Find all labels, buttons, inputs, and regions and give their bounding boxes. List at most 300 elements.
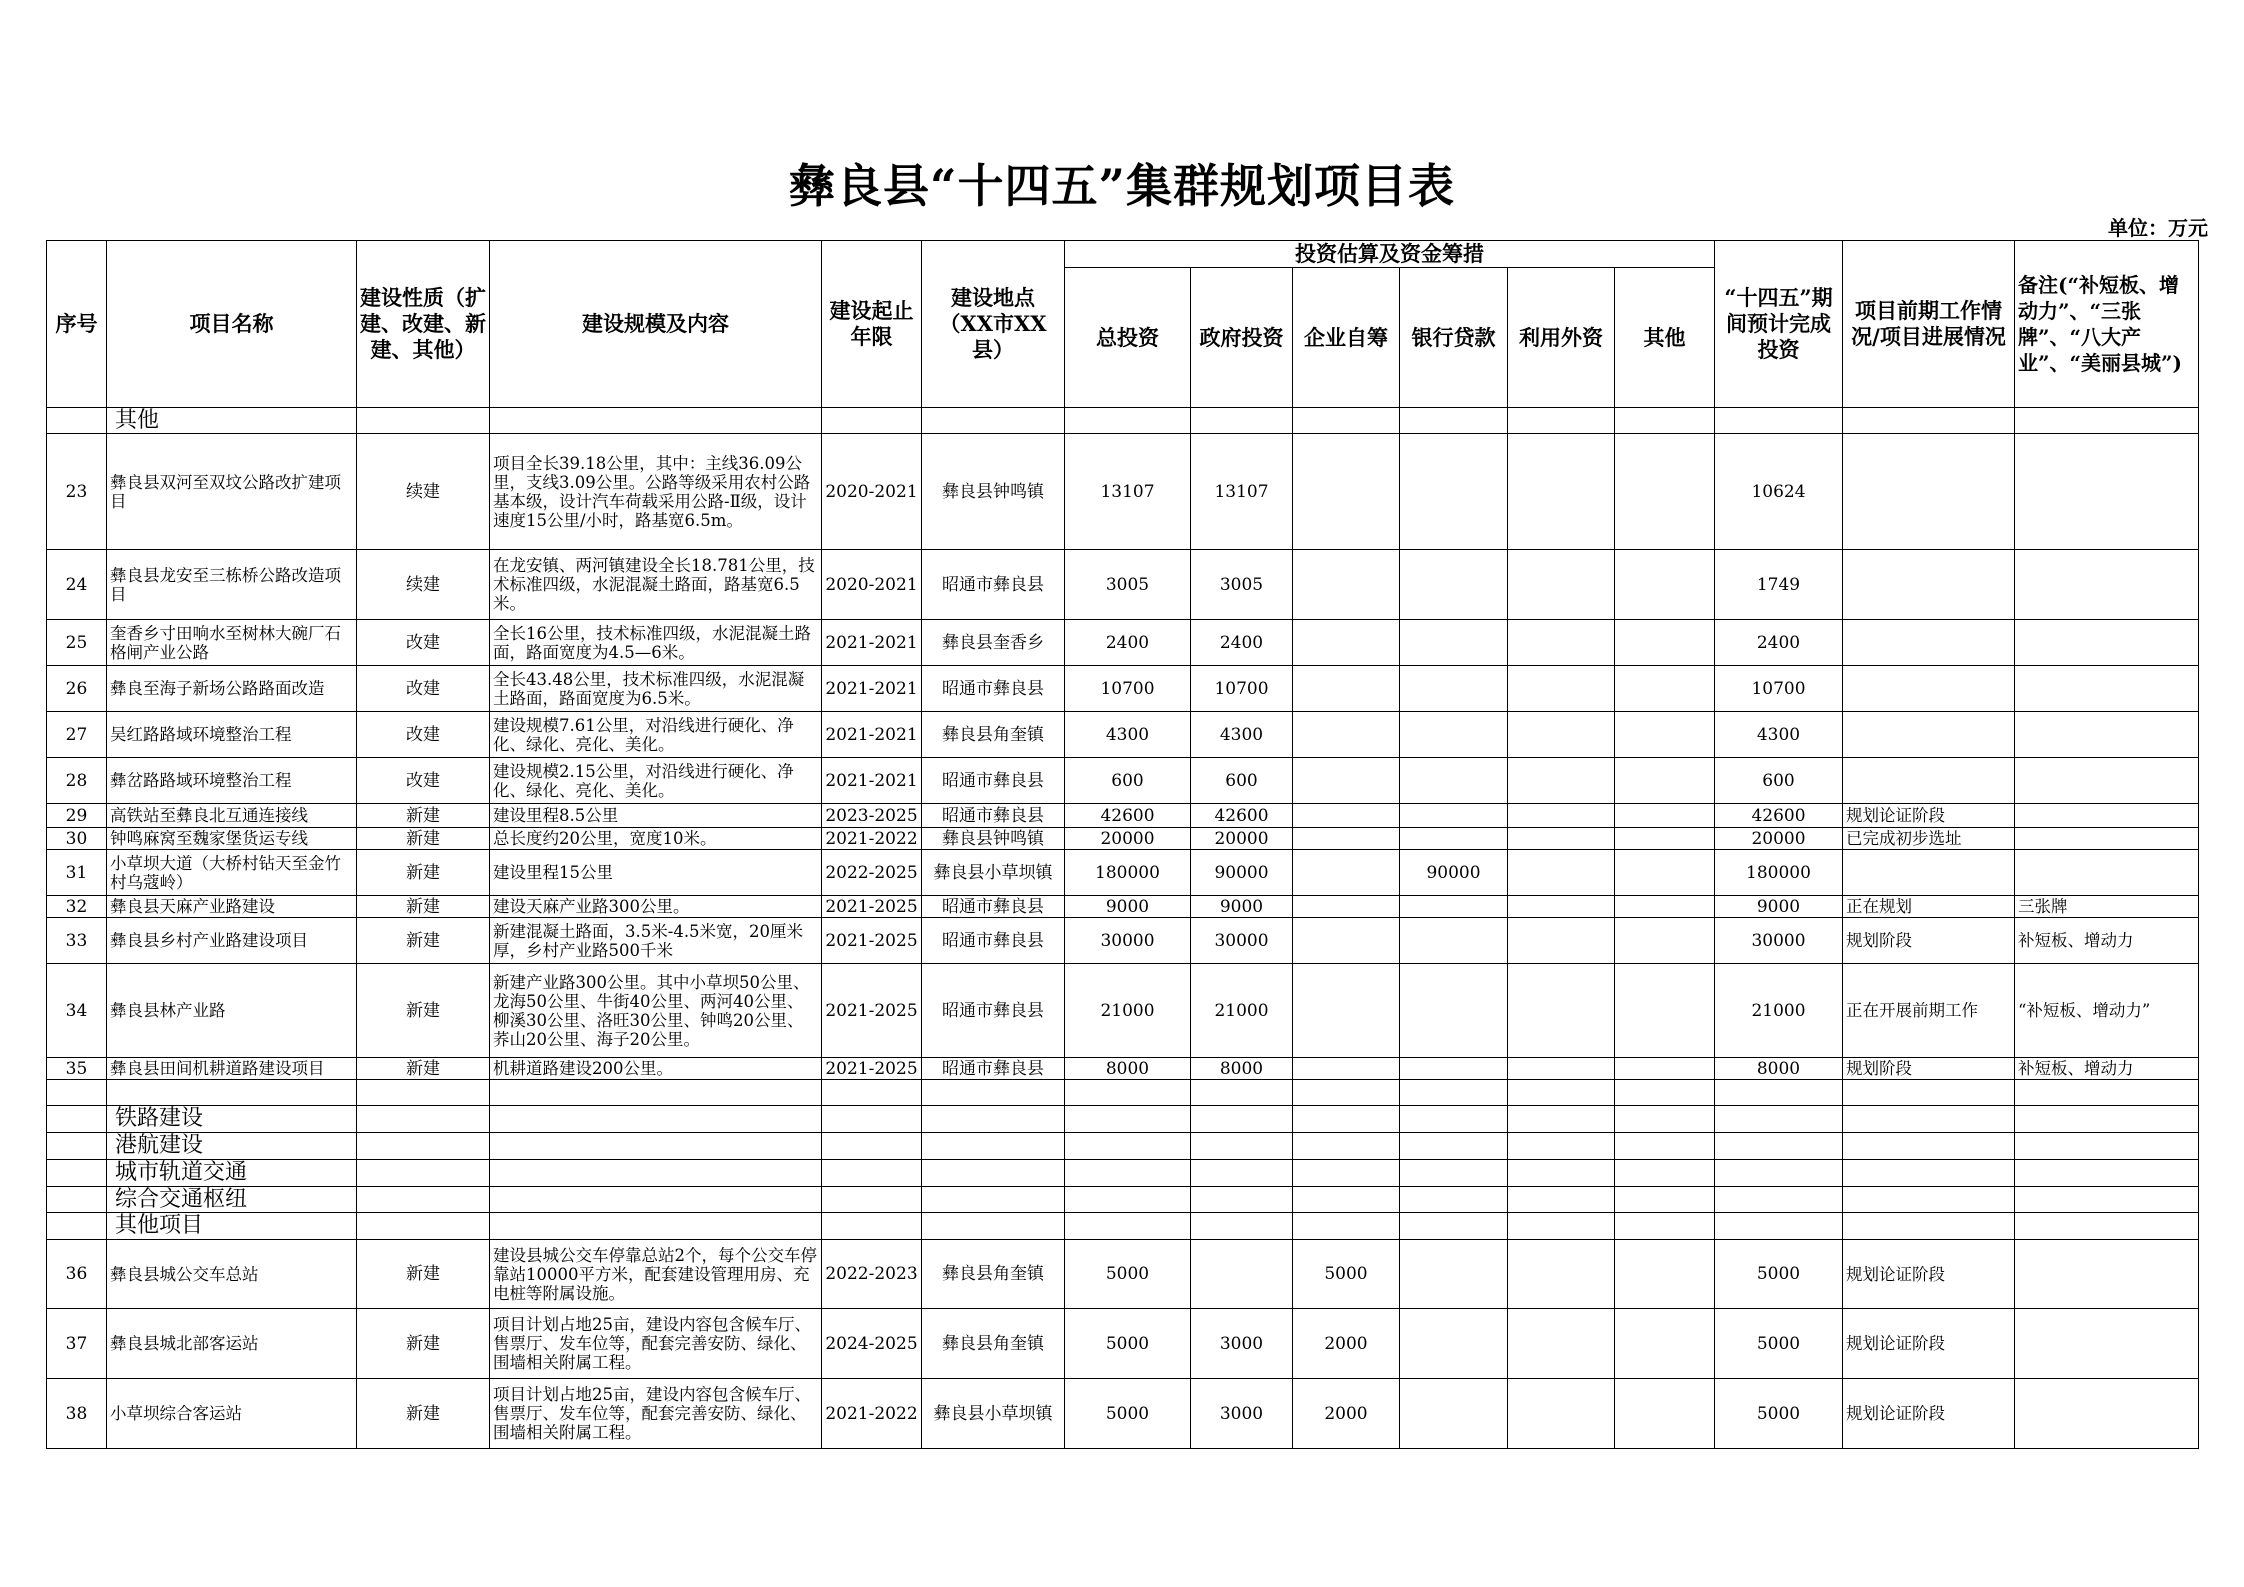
cell-remark (2015, 666, 2199, 712)
empty-cell (47, 1213, 107, 1240)
cell-other (1615, 1058, 1715, 1080)
cell-seq: 32 (47, 896, 107, 918)
cell-gov (1191, 1240, 1293, 1309)
cell-loan (1400, 828, 1508, 850)
empty-cell (357, 1213, 490, 1240)
table-row (47, 550, 2199, 620)
header-gov: 政府投资 (1191, 268, 1293, 408)
cell-gov: 3000 (1191, 1379, 1293, 1449)
cell-foreign (1508, 1058, 1615, 1080)
header-self: 企业自筹 (1293, 268, 1400, 408)
empty-cell (1615, 1213, 1715, 1240)
cell-plan: 42600 (1715, 804, 1843, 828)
empty-cell (1400, 1133, 1508, 1160)
cell-total: 600 (1065, 758, 1191, 804)
cell-period: 2021-2022 (822, 828, 922, 850)
cell-plan: 5000 (1715, 1379, 1843, 1449)
cell-plan: 4300 (1715, 712, 1843, 758)
cell-name: 彝良县林产业路 (107, 964, 357, 1058)
empty-cell (822, 1080, 922, 1106)
cell-seq: 27 (47, 712, 107, 758)
cell-gov: 42600 (1191, 804, 1293, 828)
empty-cell (490, 408, 822, 434)
cell-location: 昭通市彝良县 (922, 550, 1065, 620)
cell-other (1615, 896, 1715, 918)
cell-plan: 2400 (1715, 620, 1843, 666)
cell-total: 8000 (1065, 1058, 1191, 1080)
cell-nature: 改建 (357, 712, 490, 758)
unit-label: 单位：万元 (2108, 216, 2208, 240)
cell-remark (2015, 1240, 2199, 1309)
cell-period: 2024-2025 (822, 1309, 922, 1379)
cell-period: 2022-2025 (822, 850, 922, 896)
cell-nature: 改建 (357, 758, 490, 804)
empty-cell (1400, 1213, 1508, 1240)
cell-other (1615, 666, 1715, 712)
cell-loan (1400, 434, 1508, 550)
empty-cell (107, 1080, 357, 1106)
empty-cell (2015, 1133, 2199, 1160)
cell-location: 彝良县钟鸣镇 (922, 434, 1065, 550)
category-label: 其他项目 (107, 1213, 357, 1240)
cell-period: 2021-2025 (822, 896, 922, 918)
empty-cell (1065, 1160, 1191, 1187)
cell-self (1293, 918, 1400, 964)
empty-cell (1400, 1187, 1508, 1213)
empty-cell (1065, 1106, 1191, 1133)
empty-cell (2015, 1213, 2199, 1240)
table-row (47, 1058, 2199, 1080)
table-row (47, 964, 2199, 1058)
cell-other (1615, 1379, 1715, 1449)
cell-loan: 90000 (1400, 850, 1508, 896)
header-period: 建设起止年限 (822, 241, 922, 408)
cell-total: 10700 (1065, 666, 1191, 712)
cell-plan: 8000 (1715, 1058, 1843, 1080)
header-total: 总投资 (1065, 268, 1191, 408)
empty-cell (2015, 408, 2199, 434)
cell-loan (1400, 918, 1508, 964)
cell-progress: 规划论证阶段 (1843, 804, 2015, 828)
cell-seq: 36 (47, 1240, 107, 1309)
cell-plan: 30000 (1715, 918, 1843, 964)
empty-cell (357, 408, 490, 434)
cell-nature: 新建 (357, 964, 490, 1058)
table-row (47, 620, 2199, 666)
cell-other (1615, 964, 1715, 1058)
empty-cell (1400, 1106, 1508, 1133)
cell-period: 2021-2021 (822, 620, 922, 666)
empty-cell (1615, 1187, 1715, 1213)
cell-remark: 补短板、增动力 (2015, 1058, 2199, 1080)
cell-gov: 13107 (1191, 434, 1293, 550)
cell-plan: 600 (1715, 758, 1843, 804)
cell-location: 昭通市彝良县 (922, 964, 1065, 1058)
cell-foreign (1508, 1240, 1615, 1309)
cell-scale: 新建混凝土路面，3.5米-4.5米宽，20厘米厚，乡村产业路500千米 (490, 918, 822, 964)
category-label: 其他 (107, 408, 357, 434)
empty-cell (357, 1106, 490, 1133)
cell-remark (2015, 712, 2199, 758)
empty-cell (490, 1080, 822, 1106)
cell-remark (2015, 804, 2199, 828)
cell-remark (2015, 828, 2199, 850)
cell-seq: 25 (47, 620, 107, 666)
cell-location: 昭通市彝良县 (922, 896, 1065, 918)
cell-period: 2022-2023 (822, 1240, 922, 1309)
category-label: 港航建设 (107, 1133, 357, 1160)
cell-nature: 新建 (357, 1379, 490, 1449)
cell-self: 2000 (1293, 1309, 1400, 1379)
cell-progress (1843, 620, 2015, 666)
empty-cell (1715, 1106, 1843, 1133)
cell-progress: 规划阶段 (1843, 1058, 2015, 1080)
cell-plan: 5000 (1715, 1309, 1843, 1379)
cell-remark: “补短板、增动力” (2015, 964, 2199, 1058)
empty-cell (1065, 1187, 1191, 1213)
empty-cell (357, 1187, 490, 1213)
cell-foreign (1508, 918, 1615, 964)
cell-gov: 8000 (1191, 1058, 1293, 1080)
cell-progress: 规划阶段 (1843, 918, 2015, 964)
cell-self (1293, 666, 1400, 712)
empty-cell (922, 1160, 1065, 1187)
cell-location: 彝良县角奎镇 (922, 1240, 1065, 1309)
empty-cell (1293, 1106, 1400, 1133)
cell-seq: 31 (47, 850, 107, 896)
empty-cell (47, 1187, 107, 1213)
cell-progress: 规划论证阶段 (1843, 1240, 2015, 1309)
cell-gov: 600 (1191, 758, 1293, 804)
empty-cell (1293, 1133, 1400, 1160)
cell-location: 昭通市彝良县 (922, 666, 1065, 712)
empty-cell (1400, 1160, 1508, 1187)
table-row (47, 1309, 2199, 1379)
cell-self (1293, 434, 1400, 550)
cell-other (1615, 1309, 1715, 1379)
cell-progress: 规划论证阶段 (1843, 1309, 2015, 1379)
empty-cell (822, 1133, 922, 1160)
cell-gov: 3000 (1191, 1309, 1293, 1379)
empty-cell (1508, 1160, 1615, 1187)
table-row (47, 828, 2199, 850)
cell-scale: 建设规模7.61公里，对沿线进行硬化、净化、绿化、亮化、美化。 (490, 712, 822, 758)
category-label: 综合交通枢纽 (107, 1187, 357, 1213)
cell-period: 2021-2025 (822, 918, 922, 964)
empty-cell (1191, 1160, 1293, 1187)
cell-progress (1843, 712, 2015, 758)
empty-cell (1715, 1187, 1843, 1213)
cell-remark: 三张牌 (2015, 896, 2199, 918)
header-location: 建设地点（XX市XX县） (922, 241, 1065, 408)
cell-scale: 在龙安镇、两河镇建设全长18.781公里，技术标准四级，水泥混凝土路面，路基宽6.5米。 (490, 550, 822, 620)
empty-cell (2015, 1106, 2199, 1133)
cell-nature: 续建 (357, 434, 490, 550)
cell-period: 2021-2022 (822, 1379, 922, 1449)
cell-location: 彝良县小草坝镇 (922, 1379, 1065, 1449)
header-plan: “十四五”期间预计完成投资 (1715, 241, 1843, 408)
category-label: 城市轨道交通 (107, 1160, 357, 1187)
cell-scale: 项目计划占地25亩，建设内容包含候车厅、售票厅、发车位等，配套完善安防、绿化、围墙相关附属工程。 (490, 1379, 822, 1449)
cell-progress: 规划论证阶段 (1843, 1379, 2015, 1449)
cell-plan: 180000 (1715, 850, 1843, 896)
cell-total: 42600 (1065, 804, 1191, 828)
empty-cell (47, 1160, 107, 1187)
empty-cell (1191, 1106, 1293, 1133)
cell-name: 彝良县天麻产业路建设 (107, 896, 357, 918)
cell-seq: 23 (47, 434, 107, 550)
empty-cell (822, 1106, 922, 1133)
cell-progress (1843, 550, 2015, 620)
cell-total: 180000 (1065, 850, 1191, 896)
category-row (47, 1133, 2199, 1160)
empty-cell (47, 1106, 107, 1133)
table-row (47, 918, 2199, 964)
cell-nature: 新建 (357, 804, 490, 828)
blank-row (47, 1080, 2199, 1106)
cell-foreign (1508, 1309, 1615, 1379)
cell-gov: 21000 (1191, 964, 1293, 1058)
cell-name: 奎香乡寸田响水至树林大碗厂石格闸产业公路 (107, 620, 357, 666)
cell-progress (1843, 758, 2015, 804)
empty-cell (1843, 1080, 2015, 1106)
table-row (47, 1379, 2199, 1449)
empty-cell (1715, 1213, 1843, 1240)
cell-other (1615, 550, 1715, 620)
cell-self (1293, 964, 1400, 1058)
cell-scale: 建设县城公交车停靠总站2个，每个公交车停靠站10000平方米，配套建设管理用房、充电桩等附属设施。 (490, 1240, 822, 1309)
empty-cell (1400, 1080, 1508, 1106)
empty-cell (47, 408, 107, 434)
header-invest-group: 投资估算及资金筹措 (1065, 241, 1715, 268)
cell-seq: 34 (47, 964, 107, 1058)
cell-seq: 35 (47, 1058, 107, 1080)
empty-cell (822, 1213, 922, 1240)
empty-cell (1191, 1133, 1293, 1160)
header-progress: 项目前期工作情况/项目进展情况 (1843, 241, 2015, 408)
header-seq: 序号 (47, 241, 107, 408)
cell-gov: 9000 (1191, 896, 1293, 918)
empty-cell (1508, 1133, 1615, 1160)
cell-other (1615, 712, 1715, 758)
cell-other (1615, 1240, 1715, 1309)
cell-loan (1400, 666, 1508, 712)
cell-period: 2021-2021 (822, 666, 922, 712)
empty-cell (1715, 408, 1843, 434)
empty-cell (1843, 408, 2015, 434)
empty-cell (47, 1080, 107, 1106)
cell-location: 彝良县奎香乡 (922, 620, 1065, 666)
cell-total: 21000 (1065, 964, 1191, 1058)
cell-foreign (1508, 712, 1615, 758)
cell-plan: 20000 (1715, 828, 1843, 850)
cell-total: 30000 (1065, 918, 1191, 964)
cell-nature: 新建 (357, 828, 490, 850)
cell-location: 彝良县角奎镇 (922, 1309, 1065, 1379)
cell-period: 2020-2021 (822, 434, 922, 550)
cell-other (1615, 434, 1715, 550)
cell-scale: 总长度约20公里，宽度10米。 (490, 828, 822, 850)
cell-progress (1843, 666, 2015, 712)
cell-self (1293, 550, 1400, 620)
empty-cell (922, 1133, 1065, 1160)
cell-loan (1400, 712, 1508, 758)
cell-plan: 1749 (1715, 550, 1843, 620)
table-row (47, 804, 2199, 828)
empty-cell (357, 1160, 490, 1187)
cell-other (1615, 804, 1715, 828)
cell-total: 13107 (1065, 434, 1191, 550)
header-other: 其他 (1615, 268, 1715, 408)
cell-scale: 项目全长39.18公里，其中：主线36.09公里，支线3.09公里。公路等级采用农村公路基本级，设计汽车荷载采用公路-Ⅱ级，设计速度15公里/小时，路基宽6.5m。 (490, 434, 822, 550)
cell-name: 彝良至海子新场公路路面改造 (107, 666, 357, 712)
cell-foreign (1508, 964, 1615, 1058)
cell-loan (1400, 550, 1508, 620)
empty-cell (1615, 1133, 1715, 1160)
cell-self (1293, 758, 1400, 804)
table-header (47, 241, 2199, 408)
empty-cell (1400, 408, 1508, 434)
cell-seq: 30 (47, 828, 107, 850)
header-remark: 备注(“补短板、增动力”、“三张牌”、“八大产业”、“美丽县城”) (2015, 241, 2199, 408)
cell-location: 彝良县角奎镇 (922, 712, 1065, 758)
empty-cell (1843, 1213, 2015, 1240)
cell-remark (2015, 1309, 2199, 1379)
empty-cell (1191, 1213, 1293, 1240)
empty-cell (1843, 1160, 2015, 1187)
cell-remark (2015, 758, 2199, 804)
page-title: 彝良县“十四五”集群规划项目表 (789, 159, 1455, 213)
cell-remark (2015, 850, 2199, 896)
empty-cell (2015, 1080, 2199, 1106)
cell-remark (2015, 1379, 2199, 1449)
cell-self (1293, 620, 1400, 666)
empty-cell (922, 408, 1065, 434)
empty-cell (1843, 1133, 2015, 1160)
cell-name: 彝良县龙安至三栋桥公路改造项目 (107, 550, 357, 620)
empty-cell (1293, 1080, 1400, 1106)
cell-seq: 29 (47, 804, 107, 828)
cell-total: 9000 (1065, 896, 1191, 918)
empty-cell (1508, 408, 1615, 434)
empty-cell (1065, 408, 1191, 434)
cell-scale: 建设里程8.5公里 (490, 804, 822, 828)
cell-gov: 30000 (1191, 918, 1293, 964)
empty-cell (1065, 1213, 1191, 1240)
cell-plan: 21000 (1715, 964, 1843, 1058)
cell-total: 2400 (1065, 620, 1191, 666)
empty-cell (1191, 1080, 1293, 1106)
header-loan: 银行贷款 (1400, 268, 1508, 408)
cell-self (1293, 896, 1400, 918)
empty-cell (922, 1187, 1065, 1213)
empty-cell (822, 408, 922, 434)
table-row (47, 896, 2199, 918)
empty-cell (1843, 1106, 2015, 1133)
cell-nature: 新建 (357, 850, 490, 896)
cell-name: 小草坝综合客运站 (107, 1379, 357, 1449)
cell-self: 5000 (1293, 1240, 1400, 1309)
empty-cell (2015, 1187, 2199, 1213)
cell-period: 2021-2025 (822, 1058, 922, 1080)
project-table (46, 240, 2199, 1449)
empty-cell (1715, 1080, 1843, 1106)
cell-total: 5000 (1065, 1379, 1191, 1449)
cell-location: 昭通市彝良县 (922, 918, 1065, 964)
cell-name: 彝良县田间机耕道路建设项目 (107, 1058, 357, 1080)
category-label: 铁路建设 (107, 1106, 357, 1133)
cell-progress: 已完成初步选址 (1843, 828, 2015, 850)
cell-remark: 补短板、增动力 (2015, 918, 2199, 964)
header-foreign: 利用外资 (1508, 268, 1615, 408)
empty-cell (47, 1133, 107, 1160)
cell-seq: 28 (47, 758, 107, 804)
cell-foreign (1508, 758, 1615, 804)
cell-gov: 90000 (1191, 850, 1293, 896)
cell-remark (2015, 620, 2199, 666)
empty-cell (490, 1187, 822, 1213)
cell-progress: 正在规划 (1843, 896, 2015, 918)
cell-loan (1400, 804, 1508, 828)
empty-cell (1843, 1187, 2015, 1213)
category-row (47, 408, 2199, 434)
cell-seq: 26 (47, 666, 107, 712)
empty-cell (1191, 1187, 1293, 1213)
cell-self (1293, 804, 1400, 828)
cell-foreign (1508, 828, 1615, 850)
cell-name: 高铁站至彝良北互通连接线 (107, 804, 357, 828)
cell-scale: 建设里程15公里 (490, 850, 822, 896)
empty-cell (490, 1213, 822, 1240)
cell-gov: 10700 (1191, 666, 1293, 712)
cell-plan: 5000 (1715, 1240, 1843, 1309)
table-row (47, 1240, 2199, 1309)
category-row (47, 1160, 2199, 1187)
cell-total: 5000 (1065, 1309, 1191, 1379)
cell-self (1293, 712, 1400, 758)
empty-cell (1615, 408, 1715, 434)
header-scale: 建设规模及内容 (490, 241, 822, 408)
cell-foreign (1508, 1379, 1615, 1449)
cell-location: 昭通市彝良县 (922, 1058, 1065, 1080)
cell-foreign (1508, 620, 1615, 666)
empty-cell (1508, 1187, 1615, 1213)
cell-foreign (1508, 666, 1615, 712)
cell-nature: 新建 (357, 1240, 490, 1309)
cell-loan (1400, 896, 1508, 918)
cell-plan: 9000 (1715, 896, 1843, 918)
cell-loan (1400, 758, 1508, 804)
cell-seq: 24 (47, 550, 107, 620)
cell-nature: 新建 (357, 1309, 490, 1379)
cell-foreign (1508, 434, 1615, 550)
cell-other (1615, 850, 1715, 896)
empty-cell (922, 1106, 1065, 1133)
cell-name: 彝良县城公交车总站 (107, 1240, 357, 1309)
cell-remark (2015, 434, 2199, 550)
cell-location: 彝良县钟鸣镇 (922, 828, 1065, 850)
cell-total: 5000 (1065, 1240, 1191, 1309)
cell-loan (1400, 1240, 1508, 1309)
empty-cell (1293, 1213, 1400, 1240)
empty-cell (1065, 1080, 1191, 1106)
cell-location: 昭通市彝良县 (922, 804, 1065, 828)
cell-progress (1843, 434, 2015, 550)
empty-cell (1508, 1106, 1615, 1133)
cell-scale: 全长16公里，技术标准四级，水泥混凝土路面，路面宽度为4.5—6米。 (490, 620, 822, 666)
empty-cell (922, 1080, 1065, 1106)
cell-scale: 机耕道路建设200公里。 (490, 1058, 822, 1080)
